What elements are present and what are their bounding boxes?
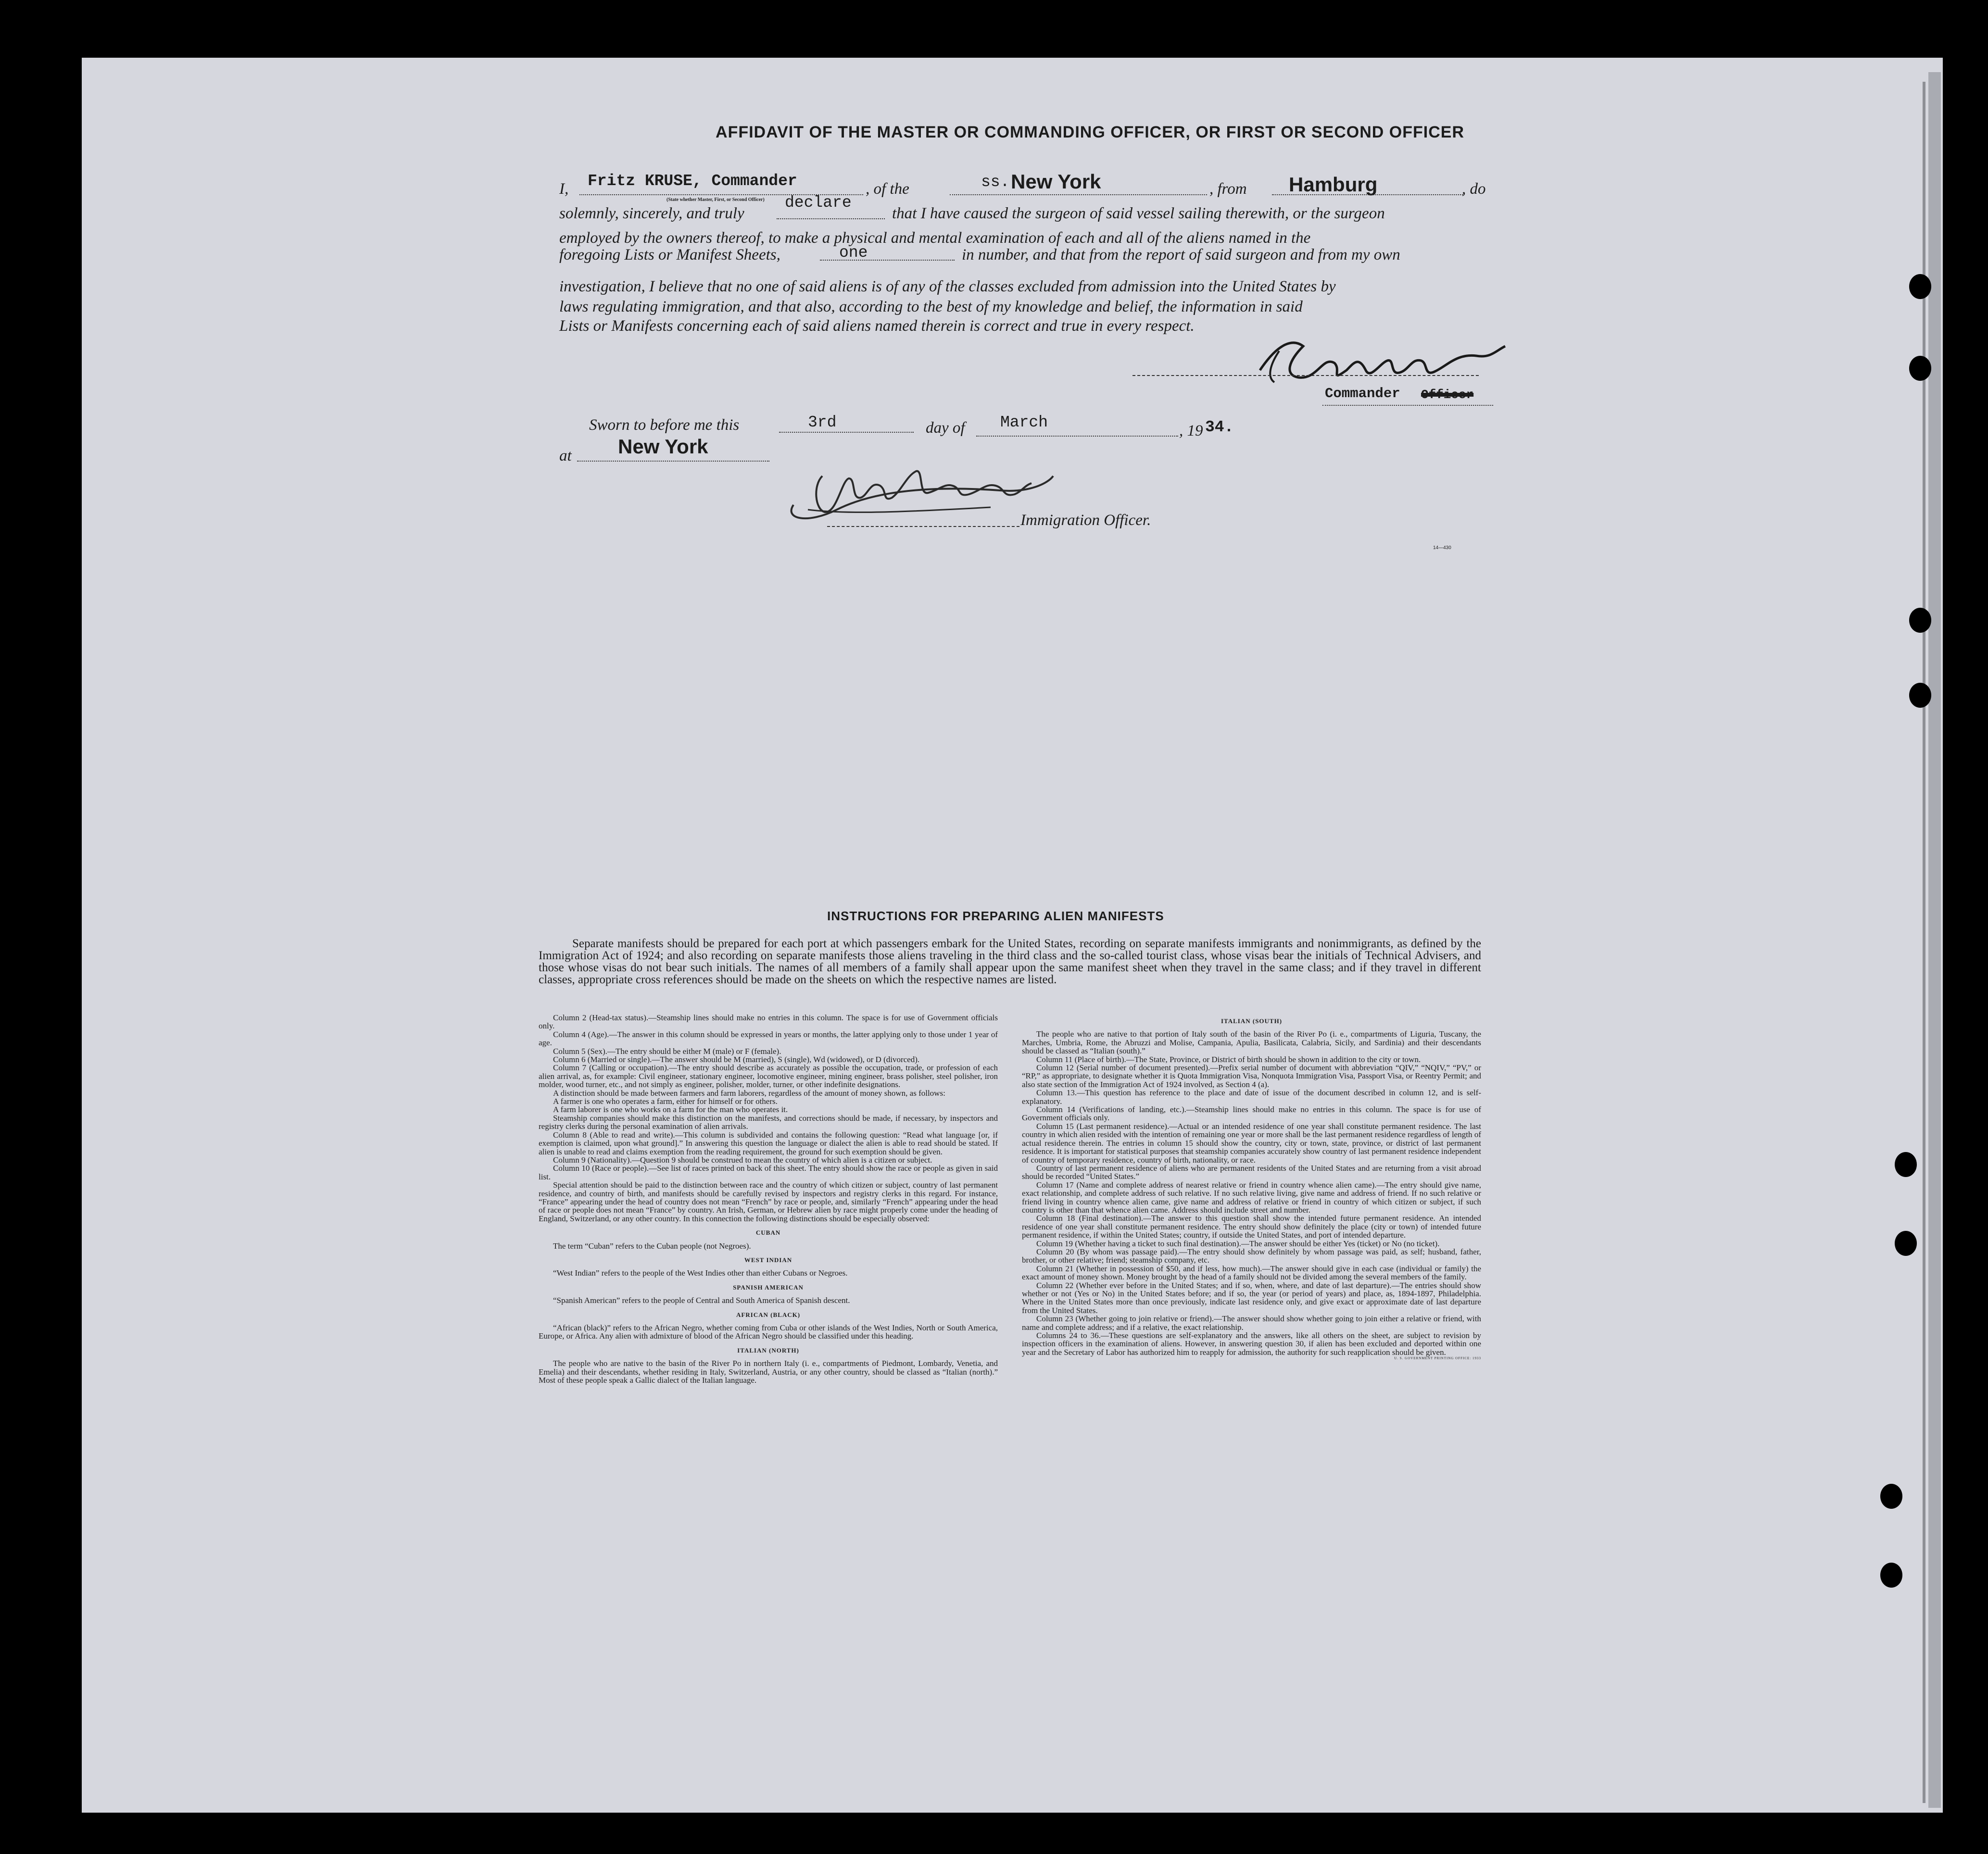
binder-hole bbox=[1880, 1563, 1902, 1588]
left-paragraph: Column 5 (Sex).—The entry should be either M (male) or F (female). bbox=[553, 1046, 781, 1056]
right-paragraph: The people who are native to that portion of Italy south of the basin of the River Po (i. e., compartments of Liguria, Tuscany, the Marches, Umbria, Rome, the Abruzzi and Molise, Campania, Apulia, Basilicata, Calabria, Sicily, and Sardinia) and their descendants should be classed as “Italian (south).” bbox=[1022, 1029, 1481, 1056]
sheets-count: one bbox=[839, 244, 868, 262]
left-paragraph: A farm laborer is one who works on a farm for the man who operates it. bbox=[553, 1105, 788, 1115]
sworn-place: New York bbox=[618, 435, 708, 458]
section-heading-cuban: CUBAN bbox=[755, 1229, 781, 1237]
right-paragraph: Column 12 (Serial number of document presented).—Prefix serial number of document with abbreviation “QIV,” “NQIV,” “PV,” or “RP,” as appropriate, to designate whether it is Quota Immigration Visa, Nonquota Immigration Visa, Passport Visa, or Reentry Permit; and also state section of the Immigration Act of 1924 involved, as Section 4 (a). bbox=[1022, 1063, 1481, 1089]
right-paragraph: Column 14 (Verifications of landing, etc.).—Steamship lines should make no entries in this column. The space is for use of Government officials only. bbox=[1022, 1105, 1481, 1123]
page-edge-shadow bbox=[1923, 82, 1925, 1803]
left-paragraph: Column 9 (Nationality).—Question 9 should be construed to mean the country of which alien is a citizen or subject. bbox=[553, 1155, 932, 1165]
binder-hole bbox=[1909, 274, 1931, 299]
master-signature-line bbox=[1132, 375, 1479, 376]
signature-struck: Officer bbox=[1421, 388, 1474, 402]
affidavit-line4-end: in number, and that from the report of said surgeon and from my own bbox=[962, 246, 1400, 263]
day-of-label: day of bbox=[926, 419, 965, 437]
i-label: I, bbox=[559, 180, 569, 198]
sworn-month: March bbox=[1000, 413, 1048, 431]
binder-hole bbox=[1880, 1484, 1902, 1509]
section-heading-italian-south: ITALIAN (SOUTH) bbox=[1220, 1017, 1283, 1025]
binder-hole bbox=[1909, 608, 1931, 633]
form-number: 14—430 bbox=[1433, 545, 1451, 551]
right-paragraph: Column 22 (Whether ever before in the United States; and if so, when, where, and date of last departure).—The entries should show whether or not (Yes or No) in the United States before; and if so, the year (or period of years) and place, as, 1894-1897, Philadelphia. Where in the United States more than once previously, indicate last residence only, and give exact or approximate date of last departure from the United States. bbox=[1022, 1280, 1481, 1315]
year-prefix: , 19 bbox=[1179, 422, 1203, 439]
section-heading-spanish-american: SPANISH AMERICAN bbox=[733, 1283, 804, 1291]
ship-prefix: ss. bbox=[981, 173, 1010, 191]
right-paragraph: Column 15 (Last permanent residence).—Actual or an intended residence of one year shall constitute permanent residence. The last country in which alien resided with the intention of remaining one year or more shall be the last permanent residence regardless of length of actual residence therein. The entries in column 15 should show the country, city or town, state, province, or district of last permanent residence. It is important for statistical purposes that steamship companies accurately show country of last permanent residence independent of country of temporary residence, country of birth, nationality, or race. bbox=[1022, 1121, 1481, 1165]
sworn-place-line bbox=[577, 461, 769, 462]
affidavit-line4-start: foregoing Lists or Manifest Sheets, bbox=[559, 246, 780, 263]
left-paragraph: Column 7 (Calling or occupation).—The entry should describe as accurately as possible the occupation, trade, or profession of each alien arrival, as, for example: Civil engineer, stationary engineer, locomotive engineer, mining engineer, brass polisher, steel polisher, iron molder, wood turner, etc., and not simply as engineer, polisher, molder, turner, or other indefinite designations. bbox=[539, 1063, 998, 1090]
immigration-officer-label: Immigration Officer. bbox=[1020, 512, 1151, 529]
right-paragraph: Column 20 (By whom was passage paid).—The entry should show definitely by whom passage was paid, as self; husband, father, brother, or other relative; friend; steamship company, etc. bbox=[1022, 1247, 1481, 1265]
sheets-count-line bbox=[820, 260, 955, 261]
right-paragraph: Column 23 (Whether going to join relative or friend).—The answer should show whether going to join either a relative or friend, with name and complete address; and if a relative, the exact relationship. bbox=[1022, 1314, 1481, 1332]
port-line bbox=[1272, 194, 1464, 195]
ship-line bbox=[950, 194, 1207, 195]
instructions-right-column bbox=[1022, 1017, 1481, 1363]
right-paragraph: Column 17 (Name and complete address of nearest relative or friend in country whence alien came).—The entry should give name, exact relationship, and complete address of such relative. If no such relative living, give name and address of friend. If no such relative or friend living in country whence alien came, give name and address of relative or friend in country of which citizen or subject, if such country is other than that whence alien came. Address should include street and number. bbox=[1022, 1180, 1481, 1215]
instructions-left-column bbox=[539, 1014, 998, 1384]
binder-hole bbox=[1895, 1231, 1917, 1256]
port-name: Hamburg bbox=[1289, 173, 1378, 196]
right-paragraph: Country of last permanent residence of aliens who are permanent residents of the United States and are returning from a visit abroad should be recorded “United States.” bbox=[1022, 1163, 1481, 1181]
left-paragraph: Special attention should be paid to the distinction between race and the country of which citizen or subject, country of last permanent residence, and country of birth, and manifests should be carefully revised by inspectors and registry clerks in this regard. For instance, “France” appearing under the head of country does not mean “French” by race or people, and, similarly “French” appearing under the head of race or people does not mean “France” by country. An Irish, German, or Hebrew alien by race might properly come under the heading of England, Switzerland, or any other country. In this connection the following distinctions should be especially observed: bbox=[539, 1180, 998, 1223]
instructions-intro: Separate manifests should be prepared for each port at which passengers embark for the United States, recording on separate manifests immigrants and nonimmigrants, as defined by the Immigration Act of 1924; and also recording on separate manifests those aliens traveling in the third class and the so-called tourist class, whose visas bear the initials of Technical Advisers, and those whose visas do not bear such initials. The names of all members of a family shall appear upon the same manifest sheet when they travel in the same class; and if they travel in different classes, appropriate cross references should be made on the sheets on which the respective names are listed. bbox=[539, 937, 1481, 986]
left-paragraph: “West Indian” refers to the people of the West Indies other than either Cubans or Negroes. bbox=[553, 1268, 848, 1278]
year-suffix: 34. bbox=[1205, 418, 1234, 436]
left-paragraph: The people who are native to the basin of the River Po in northern Italy (i. e., compartments of Piedmont, Lombardy, Venetia, and Emelia) and their descendants, whether residing in Italy, Switzerland, Austria, or any other country, should be classed as “Italian (north).” Most of these people speak a Gallic dialect of the Italian language. bbox=[539, 1359, 998, 1385]
binder-hole bbox=[1909, 683, 1931, 708]
binder-hole bbox=[1895, 1152, 1917, 1177]
affidavit-title: AFFIDAVIT OF THE MASTER OR COMMANDING OFFICER, OR FIRST OR SECOND OFFICER bbox=[716, 123, 1464, 141]
left-paragraph: Steamship companies should make this distinction on the manifests, and corrections should be made, if necessary, by inspectors and registry clerks during the personal examination of alien arrivals. bbox=[539, 1113, 998, 1131]
left-paragraph: Column 10 (Race or people).—See list of races printed on back of this sheet. The entry should show the race or people as given in said list. bbox=[539, 1164, 998, 1181]
affidavit-line5: investigation, I believe that no one of said aliens is of any of the classes excluded from admission into the United States by bbox=[559, 278, 1336, 295]
declare-line bbox=[777, 218, 885, 219]
officer-name: Fritz KRUSE, Commander bbox=[588, 172, 797, 190]
left-paragraph: Column 4 (Age).—The answer in this column should be expressed in years or months, the latter applying only to those under 1 year of age. bbox=[539, 1029, 998, 1048]
section-heading-west-indian: WEST INDIAN bbox=[744, 1256, 793, 1264]
left-paragraph: Column 8 (Able to read and write).—This column is subdivided and contains the following question: “Read what language [or, if exemption is claimed, upon what ground].” In answering this question the language or dialect the alien is able to read should be stated. If alien is unable to read and claims exemption from the reading requirement, the ground for such exemption should be given. bbox=[539, 1130, 998, 1156]
affidavit-line7: Lists or Manifests concerning each of said aliens named therein is correct and true in every respect. bbox=[559, 317, 1195, 335]
left-paragraph: The term “Cuban” refers to the Cuban people (not Negroes). bbox=[553, 1241, 751, 1251]
state-note: (State whether Master, First, or Second Officer) bbox=[667, 197, 765, 202]
right-paragraph: Column 11 (Place of birth).—The State, Province, or District of birth should be shown in addition to the city or town. bbox=[1036, 1054, 1421, 1064]
left-paragraph: A distinction should be made between farmers and farm laborers, regardless of the amount of money shown, as follows: bbox=[553, 1088, 945, 1098]
solemnly-label: solemnly, sincerely, and truly bbox=[559, 205, 744, 222]
signature-title-line bbox=[1322, 405, 1493, 406]
affidavit-line2: that I have caused the surgeon of said vessel sailing therewith, or the surgeon bbox=[892, 205, 1385, 222]
section-heading-italian-north: ITALIAN (NORTH) bbox=[737, 1346, 799, 1354]
binder-hole bbox=[1909, 356, 1931, 381]
right-paragraph: Columns 24 to 36.—These questions are self-explanatory and the answers, like all others on the sheet, are subject to revision by inspection officers in the examination of aliens. However, in answering question 30, if alien has been excluded and deported within one year and the Secretary of Labor has authorized him to reapply for admission, the authority for such reapplication should be given. bbox=[1022, 1331, 1481, 1357]
sworn-day-line bbox=[779, 432, 914, 433]
master-signature bbox=[1250, 337, 1510, 389]
signature-title: Commander bbox=[1325, 386, 1400, 401]
left-paragraph: Column 6 (Married or single).—The answer should be M (married), S (single), Wd (widowed), or D (divorced). bbox=[553, 1055, 920, 1065]
right-paragraph: Column 19 (Whether having a ticket to such final destination).—The answer should be either Yes (ticket) or No (no ticket). bbox=[1036, 1239, 1440, 1248]
instructions-title: INSTRUCTIONS FOR PREPARING ALIEN MANIFESTS bbox=[827, 909, 1164, 923]
sworn-day: 3rd bbox=[808, 413, 837, 431]
right-paragraph: Column 13.—This question has reference to the place and date of issue of the document described in column 12, and is self-explanatory. bbox=[1022, 1088, 1481, 1106]
at-label: at bbox=[559, 447, 572, 464]
immigration-officer-line bbox=[827, 526, 1019, 527]
left-paragraph: Column 2 (Head-tax status).—Steamship lines should make no entries in this column. The space is for use of Government officials only. bbox=[539, 1013, 998, 1031]
ship-name: New York bbox=[1011, 170, 1101, 193]
declare-word: declare bbox=[785, 194, 852, 212]
left-paragraph: A farmer is one who operates a farm, either for himself or for others. bbox=[553, 1097, 778, 1106]
section-heading-african: AFRICAN (BLACK) bbox=[736, 1311, 801, 1318]
left-paragraph: “African (black)” refers to the African Negro, whether coming from Cuba or other islands of the West Indies, North or South America, Europe, or Africa. Any alien with admixture of blood of the African Negro should be classified under this heading. bbox=[539, 1323, 998, 1341]
left-paragraph: “Spanish American” refers to the people of Central and South America of Spanish descent. bbox=[553, 1296, 850, 1305]
right-paragraph: Column 18 (Final destination).—The answer to this question shall show the intended future permanent residence. An intended residence of one year shall constitute permanent residence. The entry should show definitely the place (city or town) of intended future permanent residence, if within the United States; country, if outside the United States, and port of intended departure. bbox=[1022, 1214, 1481, 1240]
affidavit-line3: employed by the owners thereof, to make a physical and mental examination of each and all of the aliens named in the bbox=[559, 229, 1311, 247]
right-paragraph: Column 21 (Whether in possession of $50, and if less, how much).—The answer should give in each case (individual or family) the exact amount of money shown. Money brought by the head of a family should not be divided among the several members of the family. bbox=[1022, 1264, 1481, 1282]
sworn-month-line bbox=[976, 436, 1178, 437]
affidavit-line6: laws regulating immigration, and that also, according to the best of my knowledge and belief, the information in said bbox=[559, 298, 1303, 315]
printer-imprint: U. S. GOVERNMENT PRINTING OFFICE: 1933 bbox=[1394, 1356, 1481, 1361]
sworn-label: Sworn to before me this bbox=[589, 416, 740, 434]
from-label: , from bbox=[1209, 180, 1247, 198]
of-the-label: , of the bbox=[866, 180, 909, 198]
page-edge bbox=[1928, 72, 1941, 1808]
do-label: , do bbox=[1462, 180, 1486, 198]
